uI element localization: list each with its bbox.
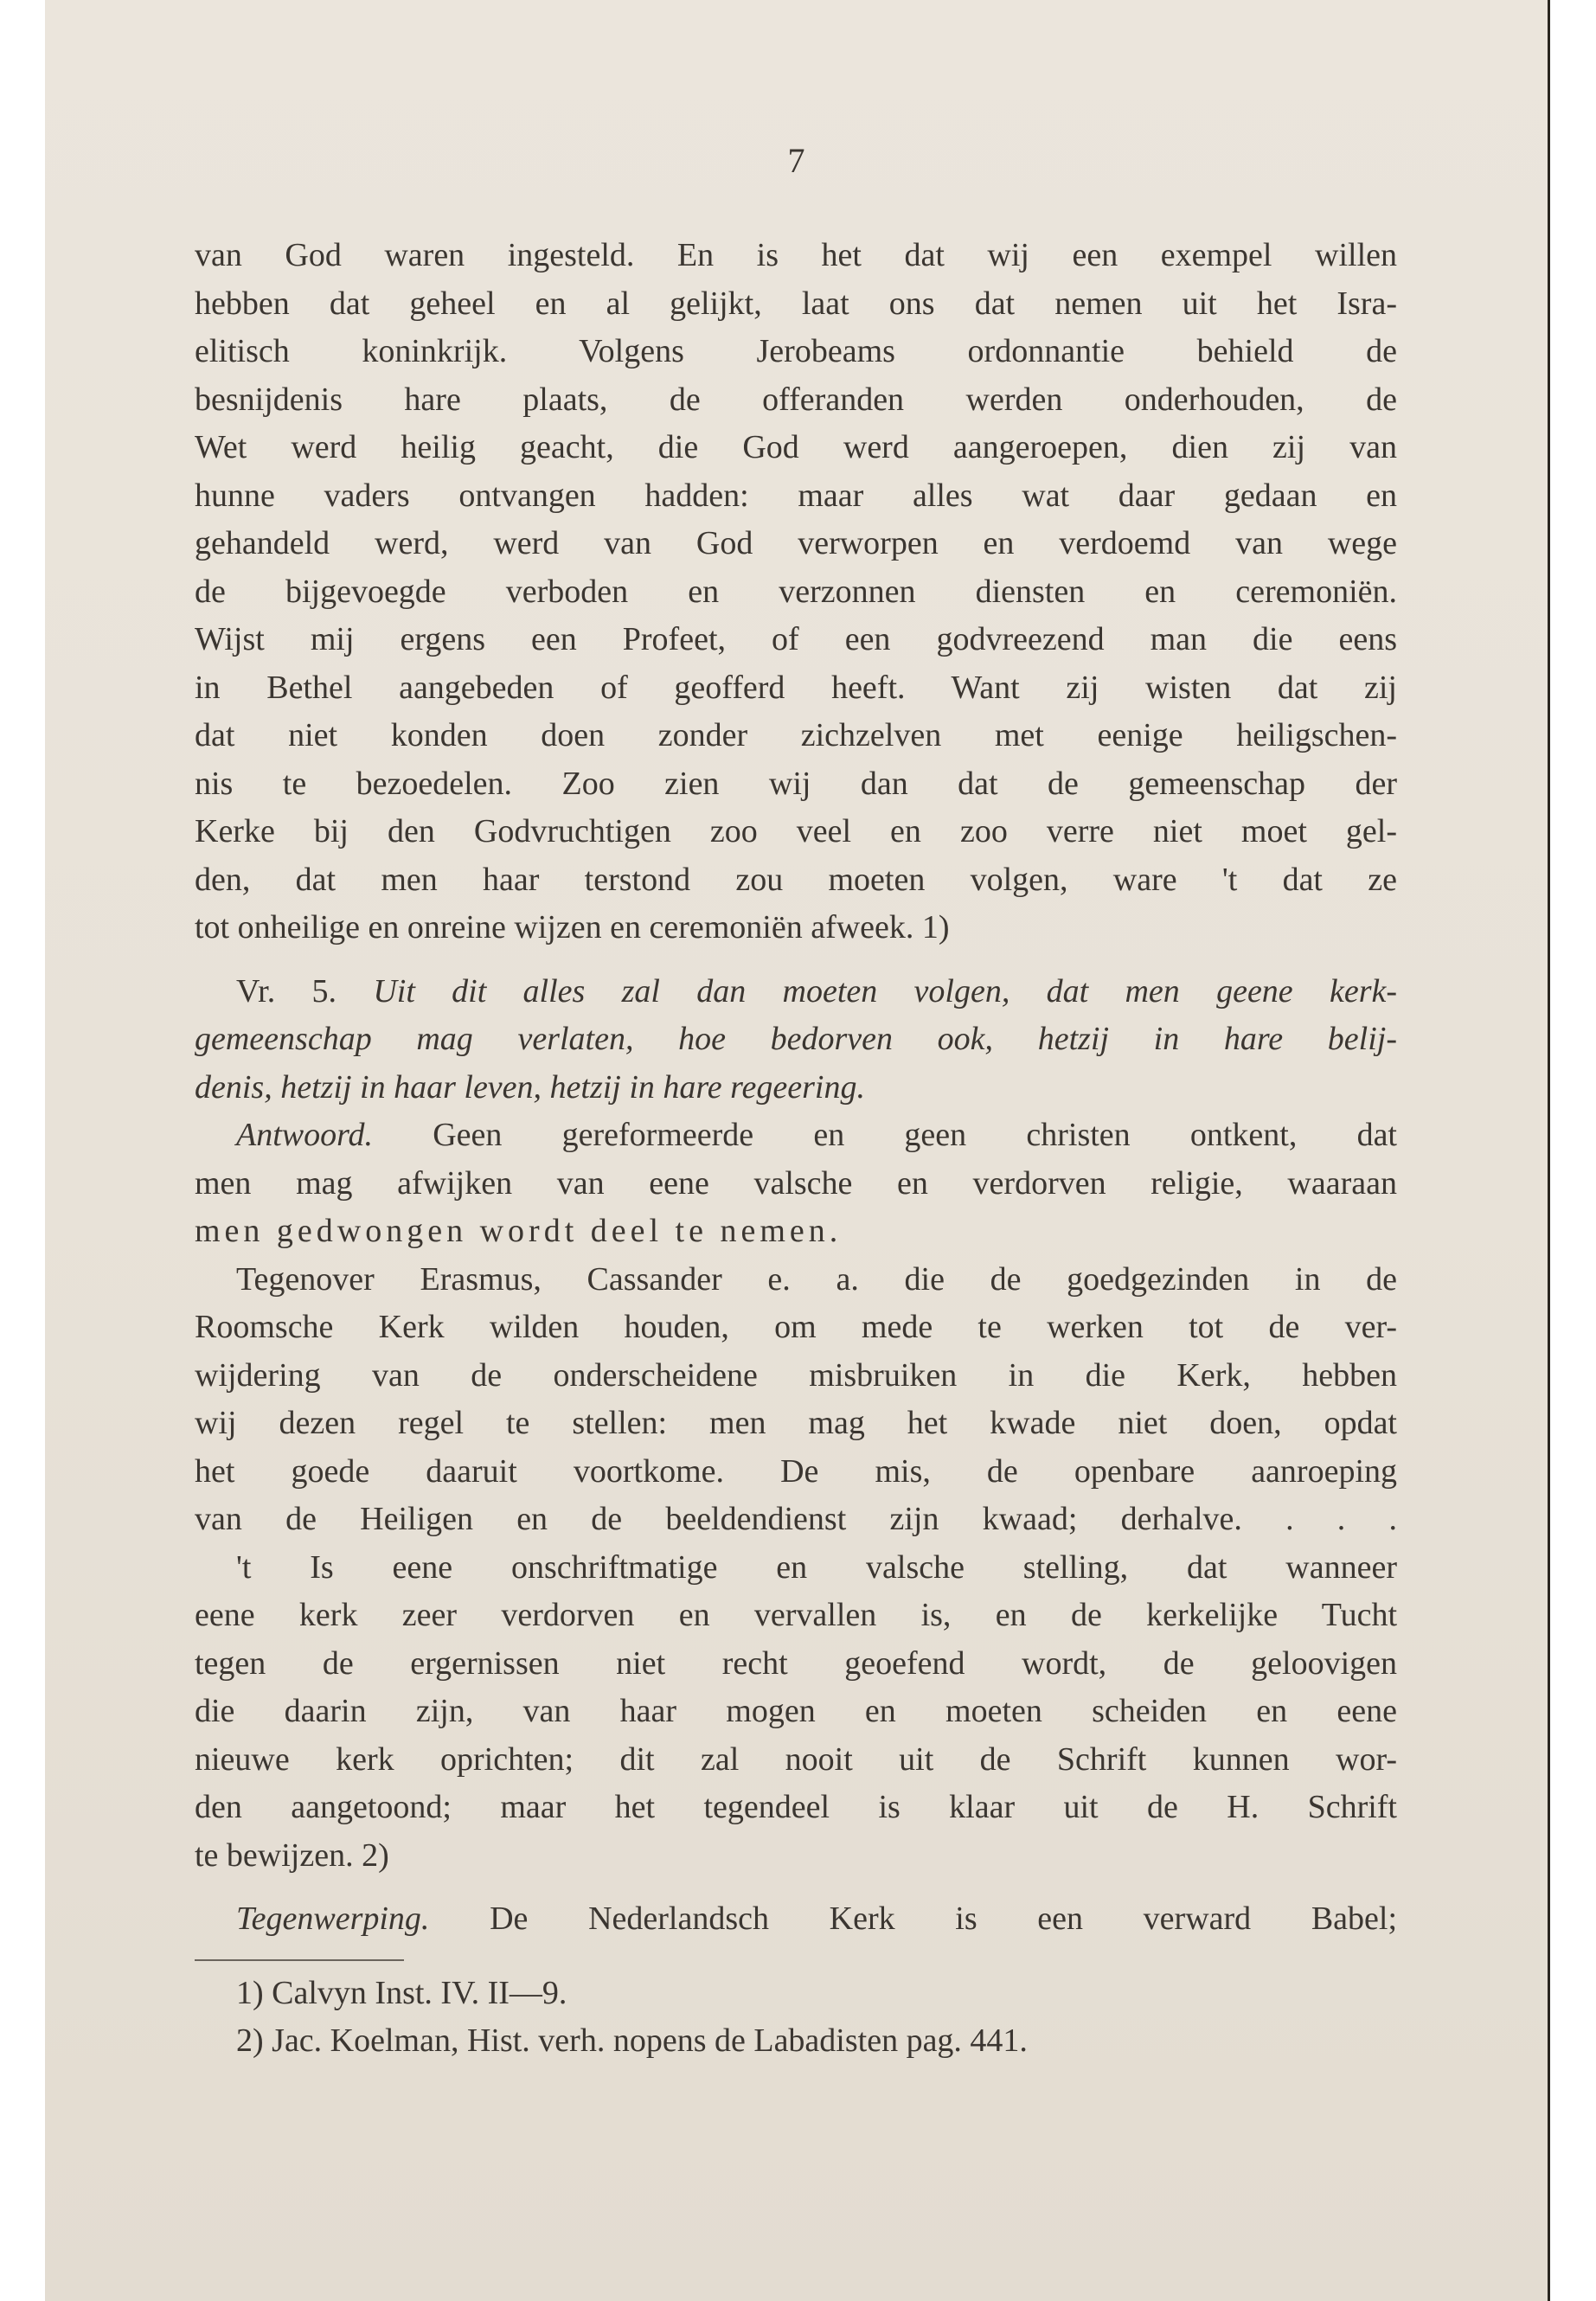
objection-label: Tegenwerping. — [236, 1900, 430, 1937]
answer-text: Geen gereformeerde en geen christen ontkent, dat — [433, 1117, 1397, 1153]
paragraph-line: Tegenover Erasmus, Cassander e. a. die de goedgezinden in de — [236, 1260, 1397, 1298]
paragraph-line: het goede daaruit voortkome. De mis, de openbare aanroeping — [195, 1452, 1397, 1490]
body-line: de bijgevoegde verboden en verzonnen diensten en ceremoniën. — [195, 573, 1397, 610]
paragraph-line: wijdering van de onderscheidene misbruiken in die Kerk, hebben — [195, 1356, 1397, 1394]
body-line: Wijst mij ergens een Profeet, of een godvreezend man die eens — [195, 621, 1397, 657]
paragraph-line: van de Heiligen en de beeldendienst zijn kwaad; derhalve. . . . — [195, 1501, 1397, 1537]
body-line: tot onheilige en onreine wijzen en ceremoniën afweek. 1) — [195, 909, 950, 945]
answer-line: men mag afwijken van eene valsche en verdorven religie, waaraan — [195, 1164, 1397, 1202]
question-line: gemeenschap mag verlaten, hoe bedorven ook, hetzij in hare belij- — [195, 1021, 1397, 1057]
book-page — [45, 0, 1550, 2301]
answer-line — [195, 1112, 1397, 1160]
body-line: Wet werd heilig geacht, die God werd aangeroepen, dien zij van — [195, 429, 1397, 465]
paragraph-line: nieuwe kerk oprichten; dit zal nooit uit de Schrift kunnen wor- — [195, 1740, 1397, 1778]
body-line: hebben dat geheel en al gelijkt, laat ons dat nemen uit het Isra- — [195, 285, 1397, 322]
body-line: van God waren ingesteld. En is het dat wij een exempel willen — [195, 237, 1397, 273]
body-line: in Bethel aangebeden of geofferd heeft. Want zij wisten dat zij — [195, 669, 1397, 706]
text-column — [195, 232, 1397, 2065]
question-label: Vr. 5. — [236, 972, 337, 1009]
question-line: denis, hetzij in haar leven, hetzij in hare regeering. — [195, 1068, 865, 1106]
footnote: 1) Calvyn Inst. IV. II—9. — [236, 1974, 567, 2011]
paragraph-line: eene kerk zeer verdorven en vervallen is, en de kerkelijke Tucht — [195, 1597, 1397, 1633]
paragraph-line: den aangetoond; maar het tegendeel is klaar uit de H. Schrift — [195, 1789, 1397, 1825]
page-number: 7 — [787, 141, 805, 180]
paragraph-line: te bewijzen. 2) — [195, 1836, 389, 1874]
body-line: nis te bezoedelen. Zoo zien wij dan dat de gemeenschap der — [195, 765, 1397, 802]
paragraph-line: Roomsche Kerk wilden houden, om mede te werken tot de ver- — [195, 1309, 1397, 1345]
footnote-divider — [195, 1959, 404, 1961]
answer-label: Antwoord. — [236, 1117, 373, 1153]
paragraph-line: 't Is eene onschriftmatige en valsche stelling, dat wanneer — [236, 1548, 1397, 1586]
question-line — [195, 968, 1397, 1016]
paragraph-line: die daarin zijn, van haar mogen en moeten scheiden en eene — [195, 1693, 1397, 1729]
answer-line: men gedwongen wordt deel te nemen. — [195, 1213, 843, 1249]
question-text: Uit dit alles zal dan moeten volgen, dat men geene kerk- — [373, 972, 1398, 1009]
body-line: hunne vaders ontvangen hadden: maar alles wat daar gedaan en — [195, 477, 1397, 514]
objection-line — [195, 1895, 1397, 1944]
paragraph-line: tegen de ergernissen niet recht geoefend wordt, de geloovigen — [195, 1644, 1397, 1682]
body-line: elitisch koninkrijk. Volgens Jerobeams ordonnantie behield de — [195, 333, 1397, 369]
paragraph-line: wij dezen regel te stellen: men mag het kwade niet doen, opdat — [195, 1405, 1397, 1441]
body-line: gehandeld werd, werd van God verworpen en verdoemd van wege — [195, 525, 1397, 561]
objection-text: De Nederlandsch Kerk is een verward Babel; — [490, 1900, 1398, 1937]
body-line: besnijdenis hare plaats, de offeranden werden onderhouden, de — [195, 381, 1397, 418]
body-line: Kerke bij den Godvruchtigen zoo veel en zoo verre niet moet gel- — [195, 813, 1397, 849]
body-line: dat niet konden doen zonder zichzelven met eenige heiligschen- — [195, 717, 1397, 753]
body-line: den, dat men haar terstond zou moeten volgen, ware 't dat ze — [195, 861, 1397, 898]
footnote: 2) Jac. Koelman, Hist. verh. nopens de Labadisten pag. 441. — [236, 2022, 1028, 2059]
